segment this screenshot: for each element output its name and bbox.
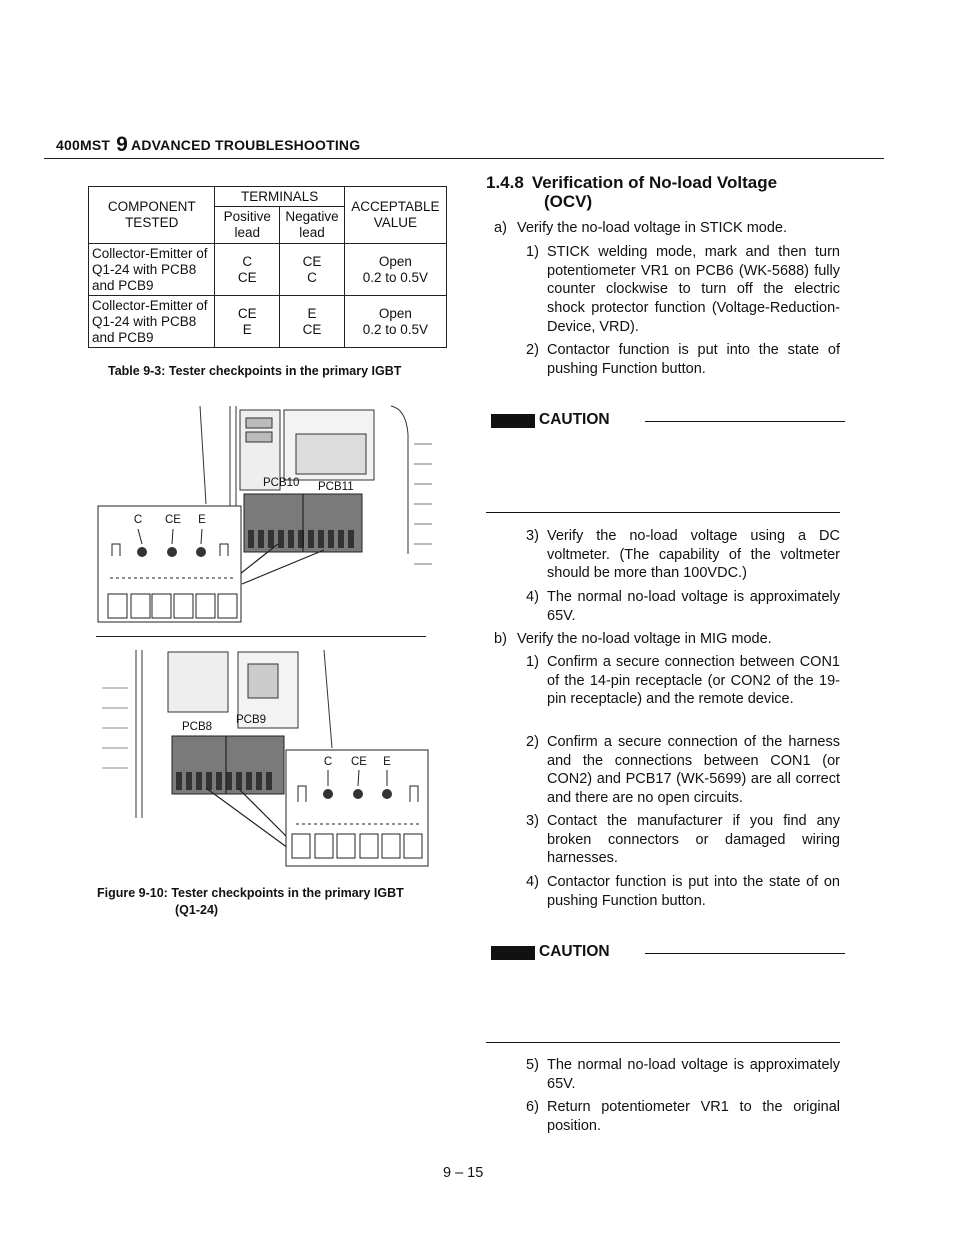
model-name: 400MST (56, 137, 111, 153)
board-label-right: PCB11 (318, 481, 354, 493)
cell-line: E (307, 305, 317, 321)
chapter-number: 9 (116, 133, 129, 156)
list-item (526, 733, 840, 808)
item-marker: 3) (526, 813, 539, 829)
cell-positive (215, 296, 280, 348)
cell-line: C (242, 253, 253, 269)
terminal-label-c: C (323, 756, 333, 768)
caution-rule (645, 421, 845, 422)
item-text: Contact the manufacturer if you find any broken connectors or damaged wiring harnesses. (547, 813, 840, 867)
list-item (526, 812, 840, 868)
cell-line: CE (237, 269, 257, 285)
col-header-component: COMPONENT TESTED (89, 187, 215, 244)
chassis-edge (200, 406, 206, 504)
caution-block (491, 411, 845, 429)
pcb10-pcb11-illustration (96, 404, 436, 626)
cell-line: CE (302, 253, 322, 269)
cell-line: CE (237, 305, 257, 321)
table-row (89, 244, 447, 296)
caution-label: CAUTION (539, 943, 610, 960)
item-text: Verify the no-load voltage using a DC voltmeter. (The capability of the voltmeter should be more than 100VDC.) (547, 528, 840, 582)
list-item (526, 873, 840, 910)
caution-closing-rule (486, 512, 840, 513)
item-marker: 4) (526, 589, 539, 605)
cell-component: Collector-Emitter of Q1-24 with PCB8 and PCB9 (89, 296, 215, 348)
item-text: Contactor function is put into the state of pushing Function button. (547, 342, 840, 377)
terminal-screw (353, 789, 363, 799)
terminal-screw (323, 789, 333, 799)
step-b (494, 630, 840, 649)
terminal-label-ce: CE (165, 514, 181, 526)
step-marker: b) (494, 631, 507, 647)
list-item (526, 653, 840, 709)
cell-positive (215, 244, 280, 296)
list-item (526, 243, 840, 337)
figure-divider (96, 636, 426, 637)
terminal-label-e: E (198, 514, 206, 526)
item-text: Confirm a secure connection between CON1 of the 14-pin receptacle (or CON2 of the 19-pin receptacle) and the remote device. (547, 654, 840, 708)
tester-checkpoint-table (88, 186, 447, 348)
figure-caption (97, 885, 404, 919)
section-title-line2: (OCV) (544, 192, 593, 211)
chapter-title: ADVANCED TROUBLESHOOTING (131, 137, 361, 153)
item-text: The normal no-load voltage is approximately 65V. (547, 589, 840, 624)
list-item (526, 527, 840, 583)
terminal-screw (167, 547, 177, 557)
terminal-screw (382, 789, 392, 799)
table-row (89, 296, 447, 348)
cell-component: Collector-Emitter of Q1-24 with PCB8 and PCB9 (89, 244, 215, 296)
table-header-row (89, 187, 447, 207)
cell-line: E (242, 321, 252, 337)
section-title-line1: Verification of No-load Voltage (531, 173, 778, 192)
cell-line: Open (378, 305, 412, 321)
terminal-label-c: C (133, 514, 143, 526)
item-marker: 6) (526, 1099, 539, 1115)
page-header (56, 132, 360, 156)
cell-negative (280, 244, 345, 296)
terminal-label-e: E (383, 756, 391, 768)
col-header-positive: Positive lead (215, 207, 280, 244)
pcb8-pcb9-illustration (98, 648, 432, 870)
item-marker: 2) (526, 342, 539, 358)
item-marker: 1) (526, 654, 539, 670)
step-text: Verify the no-load voltage in STICK mode. (517, 220, 788, 236)
table-caption: Table 9-3: Tester checkpoints in the primary IGBT (108, 364, 402, 378)
header-rule (44, 158, 884, 159)
item-marker: 1) (526, 244, 539, 260)
item-text: Confirm a secure connection of the harness and the connections between CON1 (or CON2) and PCB17 (WK-5699) are all correct and there are no open circuits. (547, 734, 840, 807)
item-text: The normal no-load voltage is approximately 65V. (547, 1057, 840, 1092)
terminal-label-ce: CE (351, 756, 367, 768)
section-number: 1.4.8 (486, 173, 524, 192)
item-text: Return potentiometer VR1 to the original position. (547, 1099, 840, 1134)
item-text: Contactor function is put into the state of on pushing Function button. (547, 874, 840, 909)
terminal-callout (98, 506, 241, 622)
cell-line: 0.2 to 0.5V (362, 269, 429, 285)
item-marker: 3) (526, 528, 539, 544)
cell-line: C (307, 269, 317, 285)
item-marker: 5) (526, 1057, 539, 1073)
list-item (526, 1098, 840, 1135)
col-header-acceptable: ACCEPTABLE VALUE (344, 187, 446, 244)
cell-value (344, 244, 446, 296)
caution-bar (491, 946, 535, 960)
list-item (526, 588, 840, 625)
item-marker: 2) (526, 734, 539, 750)
step-marker: a) (494, 220, 507, 236)
col-header-terminals: TERMINALS (215, 187, 344, 207)
col-header-negative: Negative lead (280, 207, 345, 244)
caution-closing-rule (486, 1042, 840, 1043)
cell-line: Open (378, 253, 412, 269)
caution-label: CAUTION (539, 411, 610, 428)
board-label-left: PCB8 (182, 721, 213, 733)
terminal-callout (286, 750, 428, 866)
item-text: STICK welding mode, mark and then turn potentiometer VR1 on PCB6 (WK-5688) fully counter clockwise to turn off the electric shock protector function (Voltage-Reduction-Device, VRD). (547, 244, 840, 335)
board-label-left: PCB10 (263, 477, 300, 489)
caution-bar (491, 414, 535, 428)
cell-negative (280, 296, 345, 348)
figure-caption-line1: Figure 9-10: Tester checkpoints in the primary IGBT (97, 886, 404, 900)
item-marker: 4) (526, 874, 539, 890)
terminal-screw (196, 547, 206, 557)
cell-line: 0.2 to 0.5V (362, 321, 429, 337)
page-number: 9 – 15 (443, 1165, 484, 1181)
caution-rule (645, 953, 845, 954)
list-item (526, 1056, 840, 1093)
cell-value (344, 296, 446, 348)
step-text: Verify the no-load voltage in MIG mode. (517, 631, 772, 647)
board-label-right: PCB9 (236, 714, 267, 726)
figure-caption-line2: (Q1-24) (175, 903, 219, 917)
section-heading (486, 173, 777, 211)
step-a (494, 219, 840, 238)
cell-line: CE (302, 321, 322, 337)
terminal-screw (137, 547, 147, 557)
list-item (526, 341, 840, 378)
caution-block (491, 943, 845, 961)
